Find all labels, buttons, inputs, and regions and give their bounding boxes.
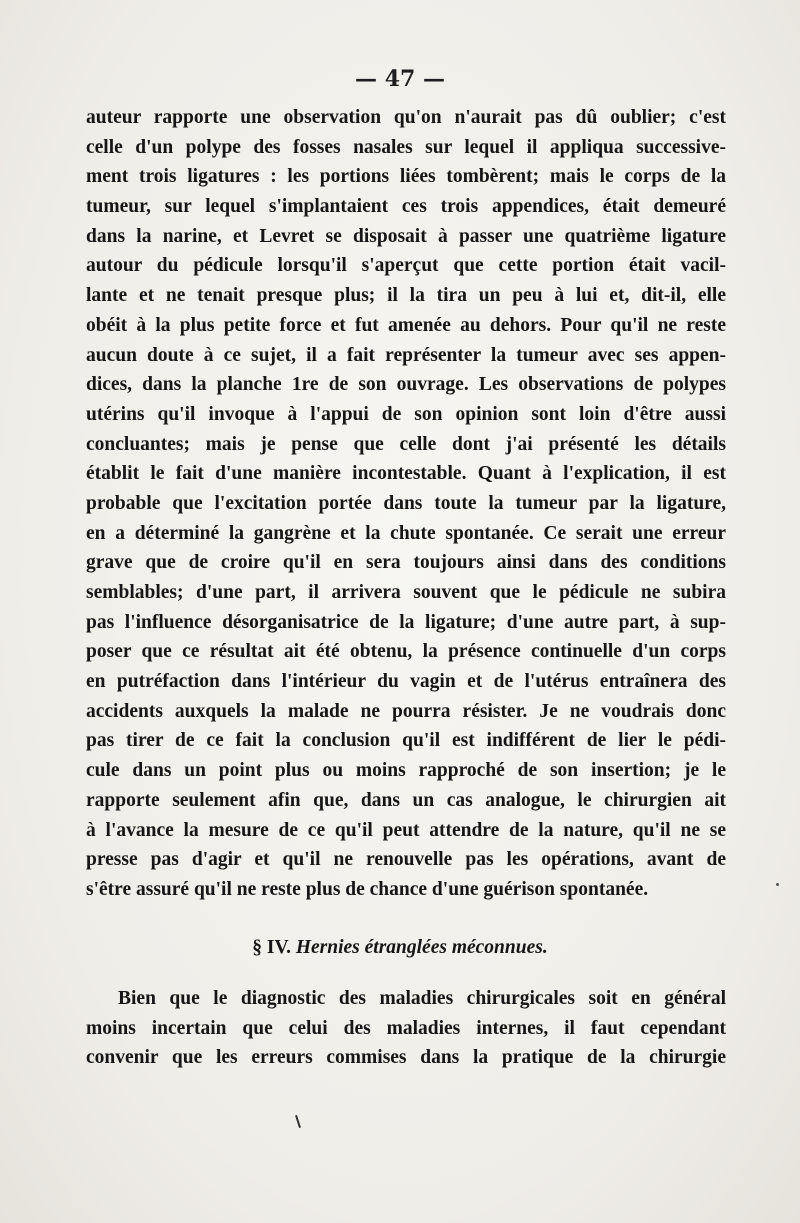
section-number: § IV. <box>252 937 291 958</box>
ink-mark <box>295 1115 301 1128</box>
text-line: pas l'influence désorganisatrice de la ligature; d'une autre part, à sup- <box>86 611 726 633</box>
text-line: cule dans un point plus ou moins rapproché de son insertion; je le <box>86 760 726 782</box>
section-heading <box>0 933 800 963</box>
text-line: dices, dans la planche 1re de son ouvrage. Les observations de polypes <box>86 374 726 396</box>
text-line: poser que ce résultat ait été obtenu, la présence continuelle d'un corps <box>86 641 726 663</box>
text-line: tumeur, sur lequel s'implantaient ces trois appendices, était demeuré <box>86 196 726 218</box>
text-line: dans la narine, et Levret se disposait à passer une quatrième ligature <box>86 225 726 247</box>
text-line: rapporte seulement afin que, dans un cas analogue, le chirurgien ait <box>86 789 726 811</box>
text-line: concluantes; mais je pense que celle dont j'ai présenté les détails <box>86 433 726 455</box>
text-line: en a déterminé la gangrène et la chute spontanée. Ce serait une erreur <box>86 522 726 544</box>
section-title: Hernies étranglées méconnues. <box>295 937 548 958</box>
text-line: moins incertain que celui des maladies internes, il faut cependant <box>86 1017 726 1039</box>
text-line: ment trois ligatures : les portions liées tombèrent; mais le corps de la <box>86 166 726 188</box>
text-line: autour du pédicule lorsqu'il s'aperçut que cette portion était vacil- <box>86 255 726 277</box>
text-line: lante et ne tenait presque plus; il la tira un peu à lui et, dit-il, elle <box>86 285 726 307</box>
text-line: aucun doute à ce sujet, il a fait représenter la tumeur avec ses appen- <box>86 344 726 366</box>
text-line: Bien que le diagnostic des maladies chirurgicales soit en général <box>118 988 726 1009</box>
ink-dot <box>776 883 779 886</box>
text-line: à l'avance la mesure de ce qu'il peut attendre de la nature, qu'il ne se <box>86 819 726 841</box>
text-line: semblables; d'une part, il arrivera souvent que le pédicule ne subira <box>86 582 726 603</box>
text-line: probable que l'excitation portée dans toute la tumeur par la ligature, <box>86 492 726 514</box>
paragraph-new <box>86 984 726 1073</box>
text-line: celle d'un polype des fosses nasales sur lequel il appliqua successive- <box>86 136 726 158</box>
text-line: presse pas d'agir et qu'il ne renouvelle pas les opérations, avant de <box>86 849 726 871</box>
text-line: auteur rapporte une observation qu'on n'aurait pas dû oublier; c'est <box>86 107 726 128</box>
paragraph-continued <box>86 103 726 905</box>
text-line: accidents auxquels la malade ne pourra résister. Je ne voudrais donc <box>86 700 726 722</box>
text-line: convenir que les erreurs commises dans la pratique de la chirurgie <box>86 1047 726 1069</box>
text-line: établit le fait d'une manière incontestable. Quant à l'explication, il est <box>86 463 726 485</box>
text-line: utérins qu'il invoque à l'appui de son opinion sont loin d'être aussi <box>86 403 726 425</box>
page-number: — 47 — <box>355 66 445 92</box>
text-line: obéit à la plus petite force et fut amenée au dehors. Pour qu'il ne reste <box>86 314 726 336</box>
text-line: s'être assuré qu'il ne reste plus de chance d'une guérison spontanée. <box>86 878 649 900</box>
text-line: grave que de croire qu'il en sera toujours ainsi dans des conditions <box>86 552 726 574</box>
text-line: en putréfaction dans l'intérieur du vagin et de l'utérus entraînera des <box>86 671 726 693</box>
text-line: pas tirer de ce fait la conclusion qu'il est indifférent de lier le pédi- <box>86 730 726 752</box>
